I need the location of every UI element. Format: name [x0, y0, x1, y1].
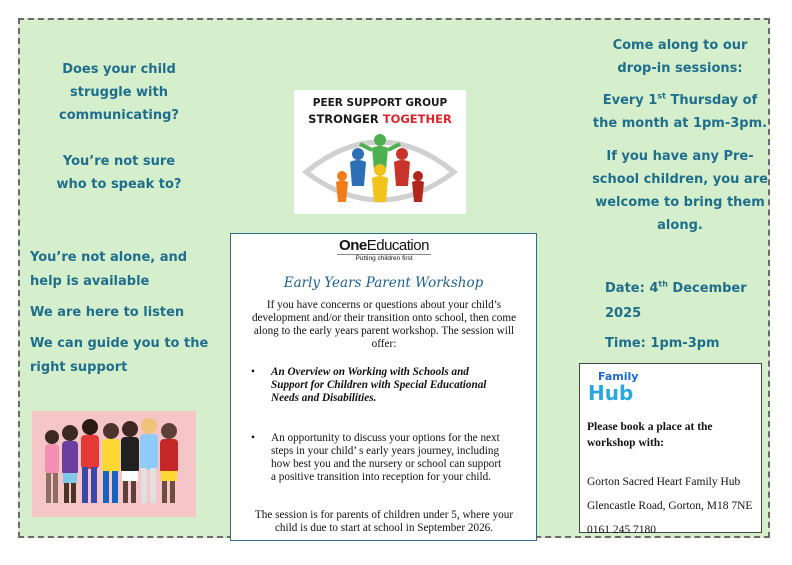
person-darkred-icon — [412, 171, 424, 202]
venue-address: Glencastle Road, Gorton, M18 7NE — [587, 500, 753, 512]
preschool-note: If you have any Pre- school children, you are welcome to bring them along. — [592, 149, 768, 233]
flyer — [18, 18, 770, 538]
event-time: Time: 1pm-3pm — [605, 336, 720, 351]
children-illustration — [32, 411, 196, 517]
dropin-heading: Come along to our drop-in sessions: — [612, 38, 748, 76]
workshop-bullet-opportunity: • An opportunity to discuss your options for the next steps in your child’ s early years journey, including how best you and the nursery or school can support a positive transition into reception for your child. — [251, 432, 502, 483]
one-education-logo: OneEducation Putting children first — [331, 238, 437, 262]
person-red-icon — [394, 148, 410, 186]
contact-phone[interactable]: 0161 245 7180 — [587, 524, 656, 536]
workshop-panel — [230, 233, 537, 541]
person-orange-icon — [336, 171, 348, 202]
family-hub-box — [579, 363, 762, 536]
workshop-title: Early Years Parent Workshop — [283, 275, 484, 291]
bullet-dot-icon: • — [251, 366, 255, 378]
children-photo — [32, 411, 196, 517]
workshop-closing: The session is for parents of children under 5, where your child is due to start at school in September 2026. — [254, 509, 514, 534]
workshop-intro: If you have concerns or questions about your child’s development and/or their transition onto school, then come along to the early years parent workshop. The session will offer: — [251, 299, 517, 350]
question-communicating: Does your child struggle with communicating? — [59, 62, 179, 123]
support-guide: We can guide you to the right support — [30, 336, 209, 375]
people-circle-icon — [294, 90, 466, 214]
peer-support-logo — [294, 90, 466, 214]
venue-name: Gorton Sacred Heart Family Hub — [587, 476, 741, 488]
person-yellow-icon — [372, 164, 388, 202]
bullet-dot-icon: • — [251, 432, 255, 444]
support-listen: We are here to listen — [30, 305, 185, 320]
workshop-bullet-overview: • An Overview on Working with Schools and Support for Children with Special Educational Needs and Disabilities. — [251, 366, 487, 404]
logo-subtitle: STRONGER TOGETHER — [308, 112, 452, 126]
question-who-to-speak: You’re not sure who to speak to? — [56, 154, 182, 192]
event-date: Date: 4th December 2025 — [605, 279, 747, 321]
support-not-alone: You’re not alone, and help is available — [30, 250, 188, 289]
family-hub-logo: Family Hub — [588, 370, 639, 405]
dropin-schedule: Every 1st Thursday of the month at 1pm-3pm. — [592, 91, 768, 131]
logo-title: PEER SUPPORT GROUP — [312, 97, 448, 109]
person-blue-icon — [350, 148, 366, 186]
booking-instruction: Please book a place at the workshop with: — [587, 421, 713, 449]
